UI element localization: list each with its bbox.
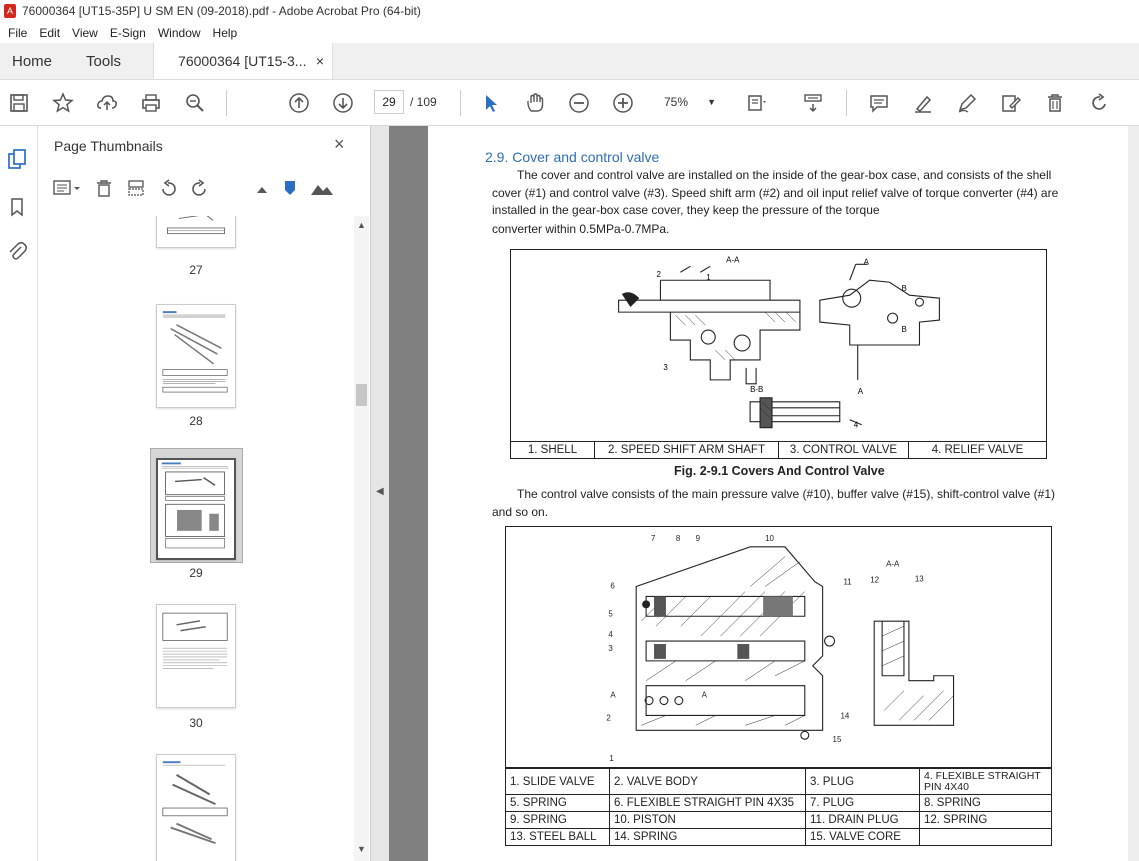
figure-1-drawing (511, 250, 1046, 440)
fig2-callout: 14 (840, 711, 850, 721)
paragraph-line: and so on. (492, 505, 549, 519)
fig2-callout: 4 (608, 630, 613, 640)
fig1-label: A (857, 386, 864, 396)
legend-cell: 1. SHELL (511, 442, 595, 459)
delete-page-icon[interactable] (94, 178, 114, 201)
fig1-label: A-A (726, 255, 740, 265)
window-title: 76000364 [UT15-35P] U SM EN (09-2018).pdf - Adobe Acrobat Pro (64-bit) (22, 4, 421, 18)
scroll-thumb[interactable] (356, 384, 367, 406)
paragraph-line: installed in the gear-box case cover, they keep the pressure of the torque (492, 203, 880, 217)
fig2-label: A-A (886, 559, 900, 569)
tab-bar (0, 43, 1139, 80)
tab-close-icon[interactable]: × (315, 53, 325, 69)
fig2-callout: 1 (609, 754, 614, 764)
thumbnail-page[interactable] (156, 604, 236, 708)
print-icon[interactable] (138, 90, 164, 116)
highlight-pen-icon[interactable] (910, 90, 936, 116)
viewer-scrollbar[interactable] (1128, 126, 1139, 861)
legend-cell: 2. VALVE BODY (610, 769, 806, 795)
fig2-callout: 8 (675, 533, 681, 543)
fig1-label: 3 (663, 362, 668, 372)
next-page-icon[interactable] (330, 90, 356, 116)
fig1-label: A (863, 257, 870, 267)
legend-cell: 10. PISTON (610, 812, 806, 829)
fig1-label: 4 (853, 420, 859, 430)
comment-icon[interactable] (866, 90, 892, 116)
zoom-search-icon[interactable] (182, 90, 208, 116)
fig2-callout: 7 (651, 533, 656, 543)
hand-tool-icon[interactable] (522, 90, 548, 116)
panel-close-icon[interactable]: × (334, 134, 345, 154)
fig2-callout: 15 (832, 735, 842, 745)
legend-cell: 13. STEEL BALL (506, 829, 610, 846)
zoom-value: 75% (664, 95, 689, 109)
menu-window[interactable]: Window (157, 25, 201, 40)
select-cursor-icon[interactable] (478, 90, 504, 116)
panel-toolbar (52, 176, 334, 202)
figure-covers-control-valve (510, 249, 1047, 459)
legend-cell: 4. FLEXIBLE STRAIGHT PIN 4X40 (920, 769, 1052, 795)
paragraph-line: The control valve consists of the main pressure valve (#10), buffer valve (#15), shift-control valve (#1) (517, 487, 1056, 501)
rotate-ccw-icon[interactable] (158, 178, 178, 201)
fig2-callout: 3 (608, 643, 613, 653)
fig2-label: A (610, 690, 616, 700)
page-number-input[interactable]: 29 (374, 90, 404, 114)
legend-cell: 2. SPEED SHIFT ARM SHAFT (595, 442, 779, 459)
legend-cell: 11. DRAIN PLUG (806, 812, 920, 829)
legend-cell: 14. SPRING (610, 829, 806, 846)
legend-cell: 6. FLEXIBLE STRAIGHT PIN 4X35 (610, 795, 806, 812)
page-fit-icon[interactable] (744, 90, 770, 116)
menu-view[interactable]: View (72, 25, 98, 40)
thumbnail-page[interactable] (156, 216, 236, 248)
figure-1-title: Fig. 2-9.1 Covers And Control Valve (674, 464, 885, 478)
fig2-label: A (701, 690, 707, 700)
thumbnail-page[interactable] (156, 304, 236, 408)
menu-bar (0, 22, 1139, 43)
zoom-out-icon[interactable] (566, 90, 592, 116)
paragraph-line: cover (#1) and control valve (#3). Speed shift arm (#2) and oil input relief valve of torque converter (#4) are (492, 186, 1059, 200)
acrobat-icon: A (4, 4, 16, 18)
thumbnail-label: 28 (189, 414, 203, 428)
zoom-in-icon[interactable] (610, 90, 636, 116)
save-icon[interactable] (6, 90, 32, 116)
menu-help[interactable]: Help (212, 25, 238, 40)
left-rail (0, 126, 38, 861)
rotate-cw-icon[interactable] (190, 178, 210, 201)
figure-2-legend (505, 768, 1052, 846)
thumb-size-large-icon[interactable] (310, 179, 334, 200)
page-total: / 109 (410, 95, 437, 109)
fig2-callout: 13 (914, 574, 924, 584)
thumbnails-list (38, 216, 354, 861)
section-heading: 2.9. Cover and control valve (485, 149, 660, 165)
fill-sign-icon[interactable] (998, 90, 1024, 116)
legend-cell: 5. SPRING (506, 795, 610, 812)
fig1-label: 2 (656, 270, 661, 280)
extract-page-icon[interactable] (126, 178, 146, 201)
tab-home[interactable]: Home (12, 52, 53, 70)
tab-document-label: 76000364 [UT15-3... (178, 53, 307, 69)
legend-cell: 7. PLUG (806, 795, 920, 812)
cloud-upload-icon[interactable] (94, 90, 120, 116)
thumbnail-label: 30 (189, 716, 203, 730)
legend-cell: 1. SLIDE VALVE (506, 769, 610, 795)
thumbnail-page[interactable] (156, 754, 236, 861)
paragraph-line: The cover and control valve are installed on the inside of the gear-box case, and consists of the shell (517, 168, 1052, 182)
legend-cell: 3. PLUG (806, 769, 920, 795)
tab-tools[interactable]: Tools (86, 52, 122, 70)
legend-cell: 9. SPRING (506, 812, 610, 829)
paragraph-line: converter within 0.5MPa-0.7MPa. (492, 222, 670, 236)
fig1-label: B (901, 325, 907, 335)
figure-1-legend (510, 441, 1047, 459)
bookmark-star-icon[interactable] (50, 90, 76, 116)
thumbnail-label: 29 (189, 566, 203, 580)
collapse-arrow-icon[interactable]: ◀ (376, 486, 384, 497)
panel-collapse-handle[interactable] (371, 126, 389, 861)
thumbnail-page-current[interactable] (156, 458, 236, 560)
menu-file[interactable]: File (8, 25, 28, 40)
thumb-size-small-icon[interactable] (254, 180, 270, 199)
delete-icon[interactable] (1042, 90, 1068, 116)
legend-cell: 15. VALVE CORE (806, 829, 920, 846)
page-thumbnails-icon[interactable] (6, 148, 28, 170)
fig2-callout: 9 (695, 533, 701, 543)
thumbnail-label: 27 (189, 263, 203, 277)
thumb-size-slider-icon[interactable] (282, 178, 298, 201)
chevron-down-icon: ▼ (707, 97, 716, 107)
fig2-callout: 6 (610, 581, 615, 591)
scroll-down-icon[interactable]: ▼ (357, 844, 366, 854)
fig2-callout: 2 (606, 713, 611, 723)
window-titlebar (0, 0, 1139, 22)
panel-title: Page Thumbnails (54, 138, 163, 154)
legend-cell: 4. RELIEF VALVE (909, 442, 1047, 459)
figure-control-valve (505, 526, 1052, 768)
attachments-icon[interactable] (6, 240, 28, 262)
options-menu-icon[interactable] (52, 178, 82, 201)
fig1-label: 1 (706, 273, 711, 283)
previous-page-icon[interactable] (286, 90, 312, 116)
legend-cell (920, 829, 1052, 846)
thumbnails-scrollbar[interactable] (354, 216, 369, 861)
scroll-mode-icon[interactable] (800, 90, 826, 116)
fig1-label: B (901, 284, 907, 294)
scroll-up-icon[interactable]: ▲ (357, 220, 366, 230)
thumbnails-panel (38, 126, 371, 861)
fig2-callout: 12 (870, 575, 880, 585)
fig2-callout: 5 (608, 609, 613, 619)
legend-cell: 8. SPRING (920, 795, 1052, 812)
bookmarks-icon[interactable] (6, 196, 28, 218)
fig2-callout: 11 (843, 577, 852, 587)
menu-edit[interactable]: Edit (39, 25, 61, 40)
tab-document[interactable] (153, 43, 333, 79)
figure-2-drawing (506, 527, 1051, 767)
rotate-icon[interactable] (1086, 90, 1112, 116)
legend-cell: 12. SPRING (920, 812, 1052, 829)
zoom-select[interactable] (658, 91, 722, 113)
legend-cell: 3. CONTROL VALVE (779, 442, 909, 459)
fig2-callout: 10 (765, 533, 774, 543)
menu-esign[interactable]: E-Sign (109, 25, 146, 40)
fig1-label: B-B (750, 384, 764, 394)
draw-pen-icon[interactable] (954, 90, 980, 116)
